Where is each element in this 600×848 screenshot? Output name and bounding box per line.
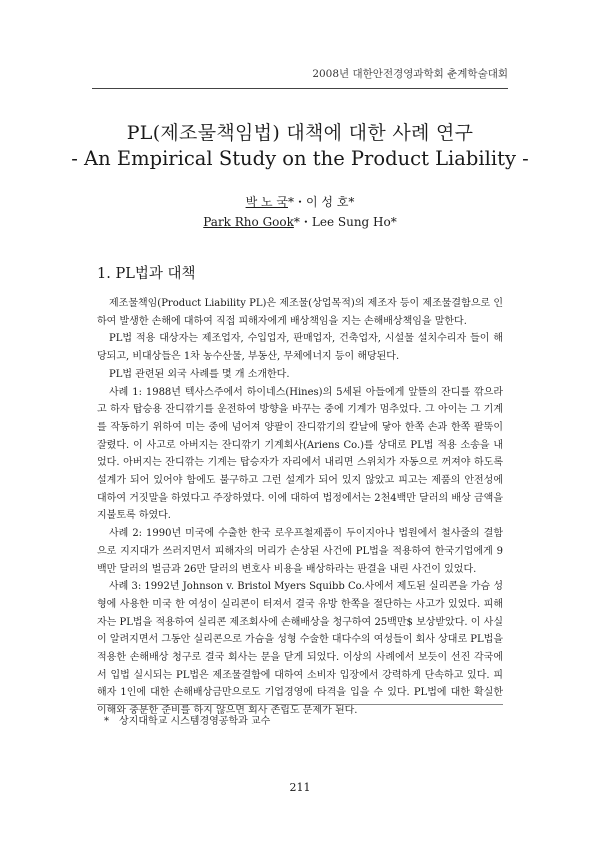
running-header: 2008년 대한안전경영과학회 춘계학술대회	[312, 68, 508, 80]
page-number: 211	[289, 781, 311, 794]
header-rule	[92, 88, 508, 89]
paragraph: PL법 적용 대상자는 제조업자, 수입업자, 판매업자, 건축업자, 시설물 설치수리자 들이 해당되고, 비대상들은 1차 농수산물, 부동산, 무체에너지 등이 해당된다.	[97, 333, 503, 363]
paragraph: 사례 2: 1990년 미국에 수출한 한국 로우프철제품이 두이지아나 법원에서 철사줄의 결함으로 지지대가 쓰러지면서 피해자의 머리가 손상된 사건에 PL법을 적용하여 한국기업에게 9백만 달러의 벌금과 26만 달러의 변호사 비용을 배상하라는 판결을 내린 사건이 있었다.	[97, 528, 503, 575]
section-heading: 1. PL법과 대책	[97, 266, 196, 282]
authors-korean	[0, 193, 600, 210]
author-name-english-2: Lee Sung Ho*	[311, 215, 397, 229]
paragraph: 제조물책임(Product Liability PL)은 제조물(상업목적)의 제조자 등이 제조물결함으로 인하여 발생한 손해에 대하여 직접 피해자에게 배상책임을 지는 손해배상책임을 말한다.	[97, 298, 503, 327]
author-name-english-1: Park Rho Gook	[203, 215, 294, 229]
footnote-rule	[97, 704, 503, 705]
body-text	[97, 295, 503, 720]
paragraph: PL법 관련된 외국 사례를 몇 개 소개한다.	[109, 368, 290, 380]
paragraph: 사례 1: 1988년 텍사스주에서 하이네스(Hines)의 5세된 아들에게 앞뜰의 잔디를 깎으라고 하자 탑승용 잔디깎기를 운전하여 방향을 바꾸는 중에 기계가 멈추었다. 그 아이는 그 기계를 작동하기 위하여 미는 중에 넘어져 양팔이 잔디깎기의 칼날에 닿아 한쪽 손과 한쪽 팔뚝이 잘렸다. 이 사고로 아버지는 잔디깎기 기계회사(Ariens Co.)를 상대로 PL법 적용 소송을 내었다. 아버지는 잔디깎는 기계는 탑승자가 자리에서 내리면 스위치가 자동으로 꺼져야 하도록 설계가 되어 있어야 함에도 불구하고 그런 설계가 되어 있지 않았고 피고는 제품의 안전성에 대하여 거짓말을 하였다고 주장하였다. 이에 대하여 법정에서는 2천4백만 달러의 배상 금액을 지불토록 하였다.	[97, 386, 503, 522]
author-name-korean-1: 박 노 국	[245, 195, 288, 209]
author-separator: *・	[293, 215, 312, 229]
authors-english	[0, 213, 600, 230]
paragraph: 사례 3: 1992년 Johnson v. Bristol Myers Squibb Co.사에서 제도된 실리콘을 가슴 성형에 사용한 미국 한 여성이 실리콘이 터져서 결국 유방 한쪽을 절단하는 사고가 있었다. 피해자는 PL법을 적용하여 실리콘 제조회사에 손해배상을 청구하여 25백만$ 보상받았다. 이 사실이 알려지면서 그동안 실리콘으로 가슴을 성형 수술한 대다수의 여성들이 회사 상대로 PL법을 적용한 손해배상 청구로 결국 회사는 문을 닫게 되었다. 이상의 사례에서 보듯이 선진 각국에서 입법 실시되는 PL법은 제조물결함에 대하여 소비자 입장에서 강력하게 단속하고 있다. 피해자 1인에 대한 손해배상금만으로도 기업경영에 타격을 입을 수 있다. PL법에 대한 확실한 이해와 충분한 준비를 하지 않으면 회사 존립도 문제가 된다.	[97, 581, 503, 717]
title-english: - An Empirical Study on the Product Liability -	[71, 147, 529, 170]
author-separator: *・	[287, 195, 306, 209]
author-name-korean-2: 이 성 호*	[306, 195, 355, 209]
footnote: * 상지대학교 시스템경영공학과 교수	[104, 716, 271, 727]
title-korean: PL(제조물책임법) 대책에 대한 사례 연구	[126, 122, 474, 144]
